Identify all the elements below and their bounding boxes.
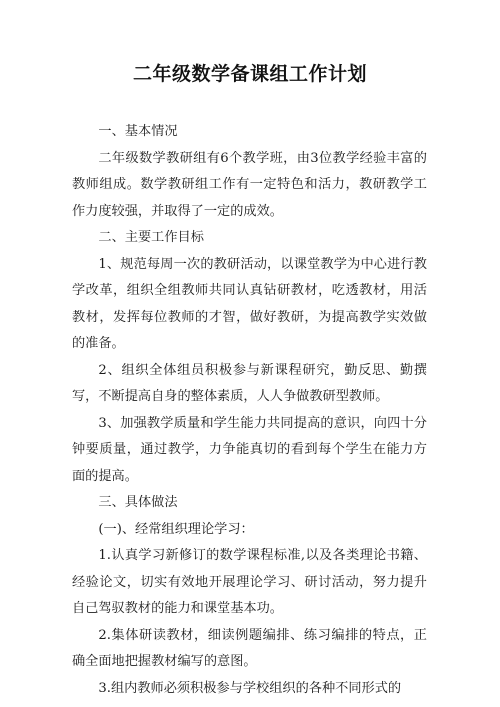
- goal-item-1: 1、规范每周一次的教研活动，以课堂教学为中心进行教学改革，组织全组教师共同认真钻研教材，吃透教材，用活教材，发挥每位教师的才智，做好教研，为提高教学实效做的准备。: [72, 256, 427, 351]
- paragraph-basic-situation: 二年级数学教研组有6个教学班，由3位教学经验丰富的教师组成。数学教研组工作有一定特色和活力，教研教学工作力度较强，并取得了一定的成效。: [72, 150, 427, 219]
- section-heading-basic-situation: 一、基本情况: [98, 124, 178, 139]
- goal-item-2: 2、组织全体组员积极参与新课程研究，勤反思、勤撰写，不断提高自身的整体素质，人人争做教研型教师。: [72, 362, 427, 404]
- document-title: 二年级数学备课组工作计划: [132, 63, 367, 85]
- section-heading-methods: 三、具体做法: [98, 495, 178, 510]
- method-item-3: 3.组内教师必须积极参与学校组织的各种不同形式的: [98, 680, 402, 696]
- document-body: [72, 119, 427, 702]
- subsection-heading-theory-study: (一)、经常组织理论学习：: [98, 521, 254, 537]
- method-item-2: 2.集体研读教材，细读例题编排、练习编排的特点，正确全面地把握教材编写的意图。: [72, 627, 427, 669]
- goal-item-3: 3、加强教学质量和学生能力共同提高的意识，向四十分钟要质量，通过教学，力争能真切的看到每个学生在能力方面的提高。: [72, 415, 427, 484]
- section-heading-work-goals: 二、主要工作目标: [98, 230, 204, 245]
- method-item-1: 1.认真学习新修订的数学课程标准,以及各类理论书籍、经验论文，切实有效地开展理论学习、研讨活动，努力提升自己驾驭教材的能力和课堂基本功。: [72, 548, 427, 616]
